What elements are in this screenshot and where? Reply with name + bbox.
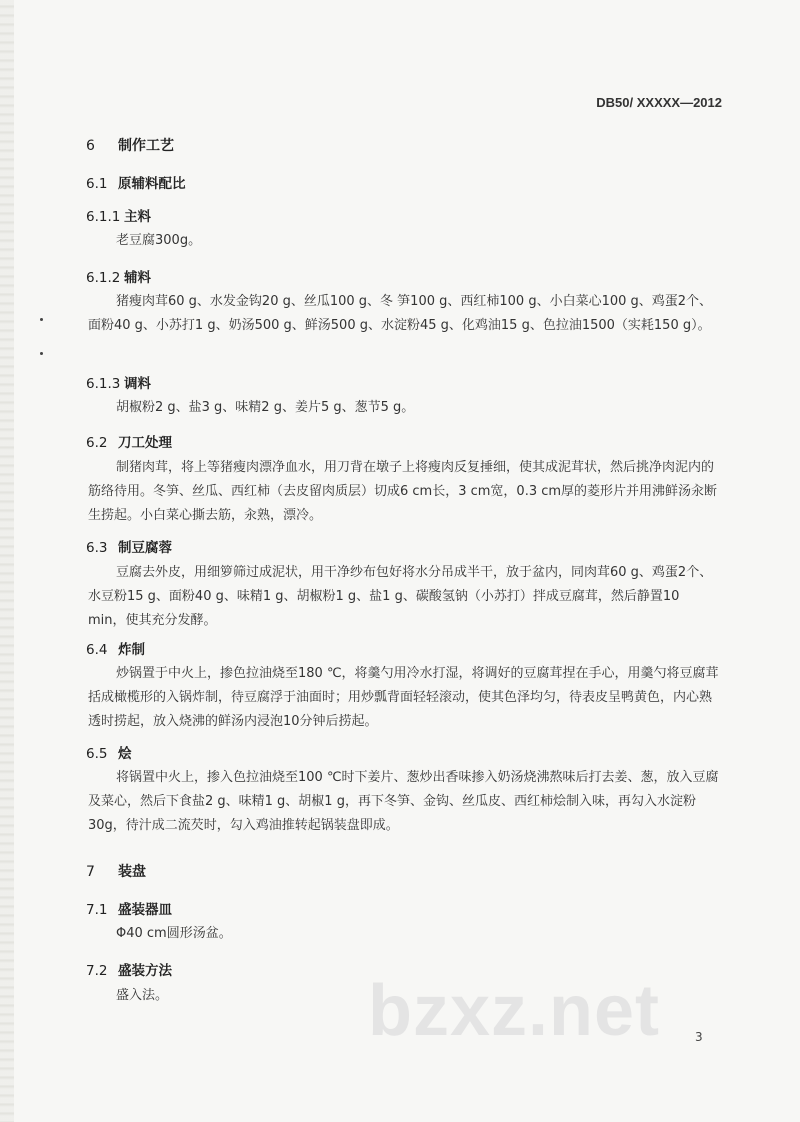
section-number: 6.2 bbox=[86, 435, 108, 451]
section-number: 6.1 bbox=[86, 176, 108, 192]
section-title: 原辅料配比 bbox=[118, 176, 186, 192]
section-6-4-text: 炒锅置于中火上，掺色拉油烧至180 ℃，将羹勺用冷水打湿，将调好的豆腐茸捏在手心，用羹勺将豆腐茸括成橄榄形的入锅炸制，待豆腐浮于油面时；用炒瓢背面轻轻滚动，使其色泽均匀，待表皮呈鸭黄色，内心熟透时捞起，放入烧沸的鲜汤内浸泡10分钟后捞起。 bbox=[88, 666, 719, 729]
section-number: 6.1.2 bbox=[86, 270, 121, 286]
section-6-1-1-text: 老豆腐300g。 bbox=[116, 233, 202, 248]
section-6-1-3-text: 胡椒粉2 g、盐3 g、味精2 g、姜片5 g、葱节5 g。 bbox=[116, 400, 415, 415]
section-title: 盛装方法 bbox=[118, 963, 172, 979]
section-6-2-text: 制猪肉茸，将上等猪瘦肉漂净血水，用刀背在墩子上将瘦肉反复捶细，使其成泥茸状，然后挑净肉泥内的筋络待用。冬笋、丝瓜、西红柿（去皮留肉质层）切成6 cm长，3 cm宽，0.3 cm厚的菱形片并用沸鲜汤汆断生捞起。小白菜心撕去筋，汆熟，漂冷。 bbox=[88, 460, 718, 523]
section-title: 制豆腐蓉 bbox=[118, 540, 172, 556]
section-number: 6.5 bbox=[86, 746, 108, 762]
section-6-1-heading bbox=[86, 172, 714, 192]
section-6-3-heading bbox=[86, 536, 714, 556]
section-title: 制作工艺 bbox=[118, 138, 174, 154]
section-7-2-text: 盛入法。 bbox=[116, 988, 169, 1003]
section-6-5-text: 将锅置中火上，掺入色拉油烧至100 ℃时下姜片、葱炒出香味掺入奶汤烧沸熬味后打去姜、葱，放入豆腐及菜心，然后下食盐2 g、味精1 g、胡椒1 g，再下冬笋、金钩、丝瓜皮、西红柿烩制入味，再勾入水淀粉30g，待汁成二流芡时，勾入鸡油推转起锅装盘即成。 bbox=[88, 770, 719, 833]
section-number: 6 bbox=[86, 138, 95, 154]
section-title: 主料 bbox=[124, 209, 151, 225]
section-number: 6.1.3 bbox=[86, 376, 121, 392]
section-6-5-heading bbox=[86, 742, 714, 762]
page-number: 3 bbox=[695, 1030, 703, 1044]
section-title: 装盘 bbox=[118, 864, 146, 880]
section-title: 炸制 bbox=[118, 642, 145, 658]
section-6-3-text: 豆腐去外皮，用细箩筛过成泥状，用干净纱布包好将水分吊成半干，放于盆内，同肉茸60 g、鸡蛋2个、水豆粉15 g、面粉40 g、味精1 g、胡椒粉1 g、盐1 g、碳酸氢钠（小苏打）拌成豆腐茸，然后静置10 min，使其充分发酵。 bbox=[88, 565, 713, 628]
scan-edge-artifact bbox=[0, 0, 14, 1122]
section-title: 刀工处理 bbox=[118, 435, 172, 451]
watermark: bzxz.net bbox=[368, 971, 661, 1051]
section-title: 盛装器皿 bbox=[118, 902, 172, 918]
standard-code: DB50/ XXXXX—2012 bbox=[596, 95, 722, 110]
section-7-heading bbox=[86, 861, 714, 881]
scan-dot bbox=[40, 352, 43, 355]
section-title: 烩 bbox=[118, 746, 132, 762]
section-6-2-heading bbox=[86, 431, 714, 451]
section-6-1-3-heading bbox=[86, 372, 714, 392]
section-number: 6.3 bbox=[86, 540, 108, 556]
section-6-heading bbox=[86, 135, 714, 155]
scan-dot bbox=[40, 318, 43, 321]
section-number: 7.2 bbox=[86, 963, 108, 979]
section-6-1-2-heading bbox=[86, 266, 714, 286]
section-number: 7 bbox=[86, 864, 95, 880]
section-title: 调料 bbox=[124, 376, 151, 392]
section-6-1-2-text: 猪瘦肉茸60 g、水发金钩20 g、丝瓜100 g、冬 笋100 g、西红柿100 g、小白菜心100 g、鸡蛋2个、面粉40 g、小苏打1 g、奶汤500 g、鲜汤500 g、水淀粉45 g、化鸡油15 g、色拉油1500（实耗150 g）。 bbox=[88, 294, 713, 333]
section-6-4-heading bbox=[86, 638, 714, 658]
section-number: 6.1.1 bbox=[86, 209, 121, 225]
section-7-1-heading bbox=[86, 898, 714, 918]
section-title: 辅料 bbox=[124, 270, 151, 286]
section-7-1-text: Φ40 cm圆形汤盆。 bbox=[116, 926, 232, 941]
section-number: 6.4 bbox=[86, 642, 108, 658]
section-6-1-1-heading bbox=[86, 205, 714, 225]
section-number: 7.1 bbox=[86, 902, 108, 918]
